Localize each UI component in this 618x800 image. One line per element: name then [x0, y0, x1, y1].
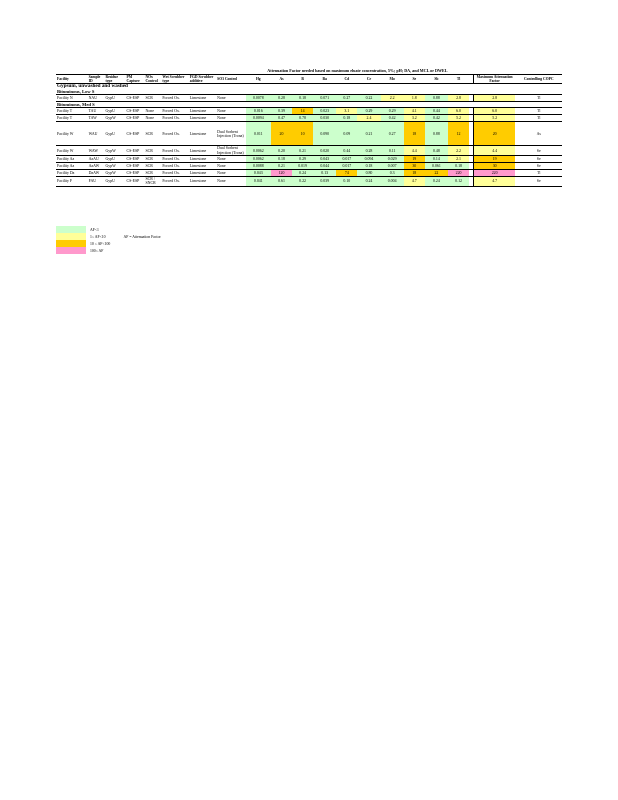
pm-capture-cell: CS-ESP — [126, 177, 145, 187]
af-value-cell: 18 — [404, 170, 425, 177]
af-value-cell: 0.21 — [357, 122, 380, 146]
header-element: Ba — [313, 74, 336, 83]
header-element: B — [292, 74, 313, 83]
af-value-cell: 0.019 — [292, 163, 313, 170]
so3-control-cell: Dual Sorbent Injection (Trona) — [217, 146, 244, 155]
header-sample-id: Sample ID — [88, 74, 105, 83]
table-row — [56, 115, 562, 122]
table-row — [56, 122, 562, 146]
legend-label: AF<1 — [90, 227, 99, 232]
sample-id-cell: TAU — [88, 108, 105, 115]
wet-scrubber-cell: Forced Ox. — [161, 177, 188, 187]
pm-capture-cell: CS-ESP — [126, 115, 145, 122]
af-value-cell: 0.27 — [381, 122, 404, 146]
max-af-cell: 4.4 — [473, 146, 515, 156]
af-value-cell: 0.043 — [246, 170, 271, 177]
legend-item — [56, 226, 161, 233]
af-value-cell: 0.071 — [313, 95, 336, 102]
legend-label: 1≤ AF<10 — [90, 234, 106, 239]
header-so3-control: SO3 Control — [216, 74, 246, 83]
facility-cell: Facility N — [56, 95, 88, 102]
pm-capture-cell: CS-ESP — [126, 108, 145, 115]
attenuation-table — [56, 69, 562, 187]
max-af-cell: 5.2 — [473, 115, 515, 122]
af-value-cell: 0.42 — [381, 115, 404, 122]
af-value-cell: 2.4 — [357, 115, 380, 122]
legend — [56, 226, 161, 254]
af-value-cell: 0.80 — [357, 170, 380, 177]
af-value-cell: 0.11 — [381, 146, 404, 156]
af-value-cell: 0.24 — [357, 177, 380, 187]
af-value-cell: 0.28 — [357, 146, 380, 156]
af-value-cell: 0.043 — [313, 156, 336, 163]
sample-id-cell: AaAW — [88, 163, 105, 170]
af-value-cell: 0.20 — [271, 146, 292, 156]
af-value-cell: 0.44 — [336, 146, 357, 156]
af-value-cell: 0.24 — [292, 170, 313, 177]
facility-cell: Facility Aa — [56, 156, 88, 163]
sample-id-cell: NAU — [88, 95, 105, 102]
header-element: Sb — [425, 74, 448, 83]
af-value-cell: 0.090 — [313, 122, 336, 146]
af-value-cell: 0.094 — [357, 156, 380, 163]
af-value-cell: 0.27 — [336, 95, 357, 102]
af-value-cell: 0.18 — [271, 156, 292, 163]
wet-scrubber-cell: Forced Ox. — [161, 108, 188, 115]
so3-control-cell: None — [216, 177, 246, 187]
fgd-additive-cell: Limestone — [189, 146, 216, 156]
nox-control-cell: SCR — [145, 163, 162, 170]
af-value-cell: 1.8 — [404, 95, 425, 102]
af-value-cell: 0.18 — [448, 163, 469, 170]
af-value-cell: 0.044 — [313, 163, 336, 170]
fgd-additive-cell: Limestone — [189, 115, 216, 122]
af-value-cell: 0.0062 — [246, 156, 271, 163]
af-value-cell: 18 — [404, 122, 425, 146]
af-value-cell: 2.1 — [448, 156, 469, 163]
data-sheet — [56, 69, 562, 187]
residue-type-cell: GypW — [104, 115, 125, 122]
wet-scrubber-cell: Forced Ox. — [161, 156, 188, 163]
pm-capture-cell: CS-ESP — [126, 122, 145, 146]
header-nox-control: NOx Control — [145, 74, 162, 83]
af-value-cell: 3.2 — [404, 115, 425, 122]
af-value-cell: 0.0094 — [246, 115, 271, 122]
legend-item — [56, 240, 161, 247]
af-value-cell: 4.1 — [404, 108, 425, 115]
controlling-copc-cell: Tl — [515, 108, 562, 115]
fgd-additive-cell: Limestone — [189, 108, 216, 115]
af-value-cell: 0.3 — [381, 170, 404, 177]
af-value-cell: 0.12 — [448, 177, 469, 187]
residue-type-cell: GypU — [104, 122, 125, 146]
so3-control-cell: None — [216, 156, 246, 163]
af-value-cell: 0.28 — [271, 95, 292, 102]
table-row — [56, 170, 562, 177]
fgd-additive-cell: Limestone — [189, 163, 216, 170]
max-af-cell: 30 — [473, 163, 515, 170]
max-af-cell: 4.7 — [473, 177, 515, 187]
section-title: Gypsum, unwashed and washed — [57, 83, 128, 89]
af-value-cell: 74 — [336, 170, 357, 177]
af-value-cell: 0.14 — [425, 156, 448, 163]
table-row — [56, 146, 562, 156]
legend-item — [56, 233, 161, 240]
af-value-cell: 120 — [271, 170, 292, 177]
pm-capture-cell: CS-ESP — [126, 146, 145, 156]
so3-control-cell: None — [216, 170, 246, 177]
af-value-cell: 0.29 — [357, 108, 380, 115]
pm-capture-cell: CS-ESP — [126, 170, 145, 177]
legend-swatch — [56, 233, 86, 240]
facility-cell: Facility W — [56, 122, 88, 146]
controlling-copc-cell: Se — [515, 156, 562, 163]
af-value-cell: 0.29 — [381, 108, 404, 115]
controlling-copc-cell: Tl — [515, 115, 562, 122]
af-value-cell: 22 — [425, 170, 448, 177]
header-element: Se — [404, 74, 425, 83]
af-value-cell: 0.21 — [292, 146, 313, 156]
legend-swatch — [56, 226, 86, 233]
wet-scrubber-cell: Forced Ox. — [161, 115, 188, 122]
wet-scrubber-cell: Forced Ox. — [161, 170, 188, 177]
af-value-cell: 0.24 — [425, 177, 448, 187]
af-value-cell: 30 — [404, 163, 425, 170]
max-af-cell: 6.0 — [473, 108, 515, 115]
facility-cell: Facility Da — [56, 170, 88, 177]
nox-control-cell: SCR — [145, 156, 162, 163]
legend-label: 100≤ AF — [90, 248, 104, 253]
fgd-additive-cell: Limestone — [189, 95, 216, 102]
af-value-cell: 0.007 — [381, 163, 404, 170]
af-value-cell: 0.78 — [292, 115, 313, 122]
so3-control-cell: None — [216, 163, 246, 170]
wet-scrubber-cell: Forced Ox. — [161, 122, 188, 146]
af-value-cell: 0.09 — [336, 122, 357, 146]
residue-type-cell: GypU — [104, 177, 125, 187]
table-row — [56, 108, 562, 115]
controlling-copc-cell: Se — [515, 177, 562, 187]
af-value-cell: 4.7 — [404, 177, 425, 187]
residue-type-cell: GypU — [104, 95, 125, 102]
af-value-cell: 0.011 — [246, 122, 271, 146]
legend-item — [56, 247, 161, 254]
af-value-cell: 10 — [292, 122, 313, 146]
nox-control-cell: SCR — [145, 146, 162, 156]
af-value-cell: 0.18 — [357, 163, 380, 170]
controlling-copc-cell: Se — [515, 146, 562, 156]
af-value-cell: 14 — [292, 108, 313, 115]
af-value-cell: 0.13 — [313, 170, 336, 177]
header-max-af: Maximum Attenuation Factor — [473, 74, 515, 83]
max-af-cell: 220 — [473, 170, 515, 177]
af-value-cell: 2.2 — [381, 95, 404, 102]
af-value-cell: 0.023 — [313, 108, 336, 115]
legend-label: 10 ≤ AF<100 — [90, 241, 111, 246]
header-element: Tl — [448, 74, 469, 83]
af-value-cell: 0.88 — [425, 95, 448, 102]
sample-id-cell: TAW — [88, 115, 105, 122]
af-value-cell: 0.18 — [292, 95, 313, 102]
nox-control-cell: SCR / SNCR — [145, 177, 162, 187]
table-row — [56, 95, 562, 102]
table-row — [56, 163, 562, 170]
residue-type-cell: GypW — [104, 163, 125, 170]
wet-scrubber-cell: Forced Ox. — [161, 163, 188, 170]
so3-control-cell: None — [216, 95, 246, 102]
controlling-copc-cell: Tl — [515, 170, 562, 177]
header-residue-type: Residue type — [104, 74, 125, 83]
nox-control-cell: SCR — [145, 95, 162, 102]
af-value-cell: 0.020 — [313, 146, 336, 156]
af-value-cell: 0.18 — [336, 115, 357, 122]
facility-cell: Facility T — [56, 108, 88, 115]
header-facility: Facility — [56, 74, 88, 83]
af-value-cell: 20 — [271, 122, 292, 146]
af-value-cell: 0.017 — [336, 156, 357, 163]
af-value-cell: 0.47 — [271, 115, 292, 122]
af-value-cell: 0.029 — [381, 156, 404, 163]
nox-control-cell: SCR — [145, 170, 162, 177]
pm-capture-cell: CS-ESP — [126, 163, 145, 170]
header-element: Cd — [336, 74, 357, 83]
af-value-cell: 220 — [448, 170, 469, 177]
af-value-cell: 0.004 — [381, 177, 404, 187]
af-value-cell: 0.22 — [357, 95, 380, 102]
sample-id-cell: WAW — [88, 146, 105, 156]
table-row — [56, 177, 562, 187]
fgd-additive-cell: Limestone — [189, 170, 216, 177]
af-value-cell: 0.030 — [313, 115, 336, 122]
table-title: Attenuation Factor needed based on maximum eluate concentration, 5%; pH; DA, and MCL or DWEL — [246, 69, 469, 74]
af-value-cell: 2.8 — [448, 95, 469, 102]
af-value-cell: 3.1 — [336, 108, 357, 115]
af-value-cell: 19 — [404, 156, 425, 163]
af-value-cell: 6.0 — [448, 108, 469, 115]
max-af-cell: 2.8 — [473, 95, 515, 102]
facility-cell: Facility W — [56, 146, 88, 156]
so3-control-cell: Dual Sorbent Injection (Trona) — [216, 122, 246, 146]
header-element: Cr — [357, 74, 380, 83]
af-value-cell: 0.10 — [336, 177, 357, 187]
af-value-cell: 0.016 — [246, 108, 271, 115]
nox-control-cell: None — [145, 108, 162, 115]
af-value-cell: 5.2 — [448, 115, 469, 122]
header-wet-scrubber: Wet Scrubber type — [161, 74, 188, 83]
wet-scrubber-cell: Forced Ox. — [161, 146, 188, 156]
af-value-cell: 0.039 — [313, 177, 336, 187]
nox-control-cell: None — [145, 115, 162, 122]
af-value-cell: 0.88 — [425, 122, 448, 146]
residue-type-cell: GypU — [104, 108, 125, 115]
af-value-cell: 0.48 — [425, 146, 448, 156]
af-value-cell: 0.42 — [425, 115, 448, 122]
group-label: Bituminous, Med S — [57, 102, 95, 108]
legend-swatch — [56, 247, 86, 254]
header-element: As — [271, 74, 292, 83]
pm-capture-cell: CS-ESP — [126, 95, 145, 102]
max-af-cell: 20 — [473, 122, 515, 146]
af-value-cell: 0.0088 — [246, 163, 271, 170]
sample-id-cell: DaAW — [88, 170, 105, 177]
so3-control-cell: None — [216, 108, 246, 115]
sample-id-cell: WAU — [88, 122, 105, 146]
af-value-cell: 0.0062 — [246, 146, 271, 156]
af-value-cell: 4.4 — [404, 146, 425, 156]
facility-cell: Facility F — [56, 177, 88, 187]
af-value-cell: 12 — [448, 122, 469, 146]
af-value-cell: 0.61 — [271, 177, 292, 187]
sample-id-cell: AaAU — [88, 156, 105, 163]
header-row — [56, 74, 562, 83]
residue-type-cell: GypW — [104, 146, 125, 156]
fgd-additive-cell: Limestone — [189, 177, 216, 187]
controlling-copc-cell: Se — [515, 163, 562, 170]
af-value-cell: 0.44 — [425, 108, 448, 115]
controlling-copc-cell: Tl — [515, 95, 562, 102]
header-element: Mo — [381, 74, 404, 83]
legend-swatch — [56, 240, 86, 247]
residue-type-cell: GypW — [104, 170, 125, 177]
af-value-cell: 0.29 — [292, 156, 313, 163]
so3-control-cell: None — [216, 115, 246, 122]
group-label: Bituminous, Low S — [57, 89, 95, 95]
header-controlling-copc: Controlling COPC — [515, 74, 562, 83]
pm-capture-cell: CS-ESP — [126, 156, 145, 163]
facility-cell: Facility T — [56, 115, 88, 122]
fgd-additive-cell: Limestone — [189, 122, 216, 146]
af-value-cell: 0.041 — [246, 177, 271, 187]
facility-cell: Facility Aa — [56, 163, 88, 170]
header-pm-capture: PM Capture — [126, 74, 145, 83]
af-value-cell: 0.39 — [271, 108, 292, 115]
af-value-cell: 0.061 — [425, 163, 448, 170]
residue-type-cell: GypU — [104, 156, 125, 163]
header-fgd-additive: FGD Scrubber additive — [189, 74, 216, 83]
fgd-additive-cell: Limestone — [189, 156, 216, 163]
controlling-copc-cell: As — [515, 122, 562, 146]
af-value-cell: 0.017 — [336, 163, 357, 170]
af-value-cell: 2.2 — [448, 146, 469, 156]
header-element: Hg — [246, 74, 271, 83]
max-af-cell: 19 — [473, 156, 515, 163]
af-value-cell: 0.21 — [271, 163, 292, 170]
nox-control-cell: SCR — [145, 122, 162, 146]
af-value-cell: 0.22 — [292, 177, 313, 187]
sample-id-cell: FAU — [88, 177, 105, 187]
table-row — [56, 156, 562, 163]
legend-note: AF = Attenuation Factor — [123, 234, 161, 239]
wet-scrubber-cell: Forced Ox. — [161, 95, 188, 102]
af-value-cell: 0.0078 — [246, 95, 271, 102]
